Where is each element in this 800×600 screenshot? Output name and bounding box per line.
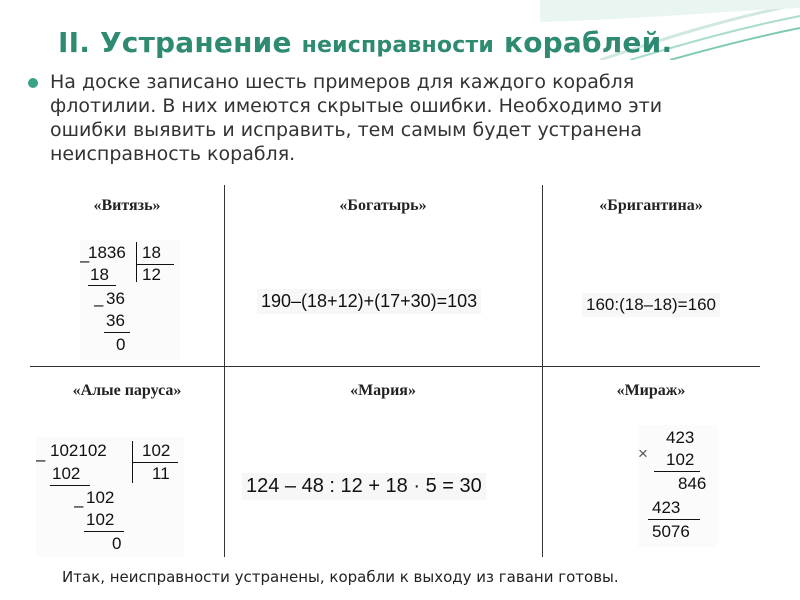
partial-product-1: 846 (678, 474, 707, 493)
intro-bullet (28, 70, 728, 166)
divisor: 102 (142, 441, 171, 460)
product: 5076 (652, 522, 690, 541)
title-part-2: неисправности (301, 33, 495, 58)
bullet-icon (28, 78, 38, 88)
minus-sign: – (80, 251, 90, 270)
times-sign: × (638, 444, 648, 463)
conclusion-text: Итак, неисправности устранены, корабли к выходу из гавани готовы. (62, 568, 619, 586)
page-title (58, 26, 672, 59)
dividend: 1836 (88, 243, 126, 262)
intro-text: На доске записано шесть примеров для каждого корабля флотилии. В них имеются скрытые ошибки. Необходимо эти ошибки выявить и исправить, тем самым будет устранена неисправность корабля. (50, 71, 663, 165)
multiplication-mirazh (638, 425, 718, 547)
ship-name-mariya: «Мария» (350, 382, 416, 399)
multiplier: 102 (666, 450, 695, 469)
expression-brigantina: 160:(18–18)=160 (582, 293, 720, 317)
subtrahend-1: 18 (90, 265, 109, 284)
title-part-1: II. Устранение (58, 26, 292, 59)
expression-mariya: 124 – 48 : 12 + 18 · 5 = 30 (242, 473, 486, 500)
ships-table (30, 185, 760, 557)
subtrahend-2: 36 (106, 311, 125, 330)
minus-sign: – (36, 450, 46, 469)
ship-name-bogatyr: «Богатырь» (339, 197, 427, 214)
column-divider (542, 185, 543, 557)
quotient: 11 (152, 464, 170, 483)
ship-name-alye-parusa: «Алые паруса» (72, 382, 182, 399)
division-vityaz (80, 240, 180, 360)
ship-name-vityaz: «Витязь» (93, 197, 161, 214)
minus-sign: – (94, 295, 104, 314)
remainder-1: 102 (86, 488, 115, 507)
quotient: 12 (142, 265, 161, 284)
remainder-1: 36 (106, 289, 125, 308)
subtrahend-1: 102 (52, 464, 81, 483)
minus-sign: – (74, 496, 84, 515)
subtrahend-2: 102 (86, 510, 115, 529)
title-part-3: кораблей. (504, 26, 673, 59)
divisor: 18 (142, 243, 161, 262)
row-divider (30, 366, 760, 367)
ship-name-brigantina: «Бригантина» (599, 197, 703, 214)
multiplicand: 423 (666, 428, 695, 447)
ship-name-mirazh: «Мираж» (616, 382, 686, 399)
result: 0 (116, 335, 126, 354)
division-alye-parusa (36, 437, 184, 557)
dividend: 102102 (50, 441, 107, 460)
result: 0 (112, 534, 122, 553)
partial-product-2: 423 (652, 498, 681, 517)
column-divider (224, 185, 225, 557)
expression-bogatyr: 190–(18+12)+(17+30)=103 (257, 289, 481, 314)
